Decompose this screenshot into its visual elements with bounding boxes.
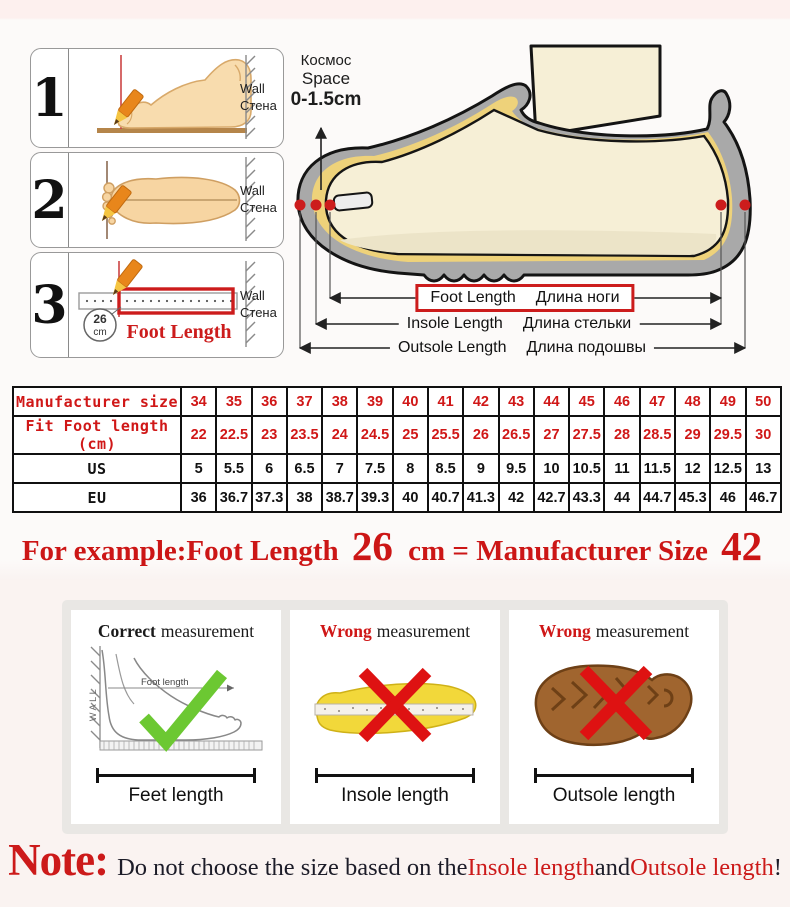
size-cell: 36: [252, 387, 287, 416]
size-cell: 23: [252, 416, 287, 454]
size-cell: 29: [675, 416, 710, 454]
leg-shape: [531, 46, 660, 136]
size-cell: 46: [604, 387, 639, 416]
example-line: [0, 522, 790, 570]
size-cell: 5.5: [216, 454, 251, 483]
size-cell: 42: [499, 483, 534, 512]
size-cell: 5: [181, 454, 216, 483]
row-label: US: [13, 454, 181, 483]
wrong-outsole-panel: [509, 610, 719, 824]
note-insole-highlight: Insole length: [467, 854, 595, 881]
size-cell: 24: [322, 416, 357, 454]
size-cell: 40.7: [428, 483, 463, 512]
size-cell: 10.5: [569, 454, 604, 483]
size-cell: 12.5: [710, 454, 745, 483]
size-cell: 26: [463, 416, 498, 454]
example-size-value: 42: [721, 523, 763, 569]
wall-text: WALL: [88, 686, 98, 722]
size-cell: 46: [710, 483, 745, 512]
size-cell: 29.5: [710, 416, 745, 454]
size-cell: 35: [216, 387, 251, 416]
size-cell: 34: [181, 387, 216, 416]
wall-label: Wall Стена: [240, 81, 277, 113]
size-cell: 24.5: [357, 416, 392, 454]
size-cell: 8.5: [428, 454, 463, 483]
size-table-body: [13, 387, 781, 512]
step-number: 2: [31, 153, 69, 247]
size-cell: 49: [710, 387, 745, 416]
size-cell: 10: [534, 454, 569, 483]
step-number: 3: [31, 253, 69, 357]
size-cell: 41: [428, 387, 463, 416]
size-cell: 39: [357, 387, 392, 416]
size-cell: 43: [499, 387, 534, 416]
size-cell: 6: [252, 454, 287, 483]
size-cell: 37.3: [252, 483, 287, 512]
size-cell: 45.3: [675, 483, 710, 512]
size-cell: 12: [675, 454, 710, 483]
size-cell: 30: [746, 416, 782, 454]
measure-step-2: [30, 152, 284, 248]
table-row: [13, 454, 781, 483]
wrong-insole-panel: [290, 610, 500, 824]
size-cell: 44.7: [640, 483, 675, 512]
size-cell: 11: [604, 454, 639, 483]
size-table: [12, 386, 782, 513]
panel-title: Correct measurement: [97, 621, 255, 641]
size-cell: 40: [393, 483, 428, 512]
space-label: Космос Space 0-1.5cm: [290, 52, 362, 110]
size-cell: 13: [746, 454, 782, 483]
wall-label: Wall Стена: [240, 183, 277, 215]
measure-step-1: [30, 48, 284, 148]
size-cell: 23.5: [287, 416, 322, 454]
size-cell: 9.5: [499, 454, 534, 483]
size-cell: 42.7: [534, 483, 569, 512]
size-cell: 46.7: [746, 483, 782, 512]
size-cell: 7: [322, 454, 357, 483]
size-cell: 28: [604, 416, 639, 454]
panel-title: Wrong measurement: [538, 621, 690, 641]
size-cell: 8: [393, 454, 428, 483]
length-bracket: [315, 768, 475, 783]
size-cell: 22.5: [216, 416, 251, 454]
length-bracket: [534, 768, 694, 783]
size-cell: 37: [287, 387, 322, 416]
size-cell: 36.7: [216, 483, 251, 512]
size-cell: 6.5: [287, 454, 322, 483]
panel-caption: Outsole length: [552, 785, 676, 806]
row-label: Manufacturer size: [13, 387, 181, 416]
size-cell: 27: [534, 416, 569, 454]
shoe-cross-section-diagram: [288, 42, 790, 372]
table-row: [13, 416, 781, 454]
size-cell: 25: [393, 416, 428, 454]
size-cell: 50: [746, 387, 782, 416]
size-cell: 38.7: [322, 483, 357, 512]
example-foot-length-value: 26: [351, 523, 393, 569]
example-prefix: For example:Foot Length: [21, 535, 339, 567]
note-line: Note: Do not choose the size based on the Insole length and Outsole length !: [8, 835, 782, 885]
table-row: [13, 483, 781, 512]
insole-icon: [305, 644, 485, 766]
size-cell: 11.5: [640, 454, 675, 483]
size-cell: 45: [569, 387, 604, 416]
circle-unit: cm: [93, 327, 107, 338]
outsole-length-measure-label: Outsole Length Длина подошвы: [390, 338, 654, 358]
size-cell: 44: [534, 387, 569, 416]
size-cell: 47: [640, 387, 675, 416]
circle-value: 26: [93, 312, 107, 326]
size-cell: 36: [181, 483, 216, 512]
size-cell: 26.5: [499, 416, 534, 454]
foot-length-small-label: Foot length: [141, 677, 189, 688]
panel-caption: Insole length: [341, 785, 449, 806]
size-cell: 9: [463, 454, 498, 483]
length-bracket: [96, 768, 256, 783]
step-number: 1: [31, 49, 69, 147]
note-outsole-highlight: Outsole length: [630, 854, 774, 881]
size-cell: 38: [287, 483, 322, 512]
size-cell: 38: [322, 387, 357, 416]
size-cell: 22: [181, 416, 216, 454]
note-heading: Note:: [8, 835, 109, 885]
table-row: [13, 387, 781, 416]
wall-label: Wall Стена: [240, 288, 277, 320]
size-cell: 40: [393, 387, 428, 416]
correct-measurement-panel: [71, 610, 281, 824]
foot-length-label: Foot Length: [126, 321, 232, 343]
toenail-shape: [333, 192, 372, 211]
size-cell: 43.3: [569, 483, 604, 512]
row-label: Fit Foot length (cm): [13, 416, 181, 454]
size-cell: 7.5: [357, 454, 392, 483]
size-cell: 39.3: [357, 483, 392, 512]
panel-title: Wrong measurement: [319, 621, 471, 641]
size-cell: 48: [675, 387, 710, 416]
example-mid: cm = Manufacturer Size: [408, 535, 708, 567]
panel-caption: Feet length: [128, 785, 224, 806]
size-cell: 44: [604, 483, 639, 512]
measure-step-3: [30, 252, 284, 358]
size-cell: 42: [463, 387, 498, 416]
size-cell: 27.5: [569, 416, 604, 454]
foot-length-measure-label: Foot Length Длина ноги: [415, 284, 634, 312]
row-label: EU: [13, 483, 181, 512]
insole-length-measure-label: Insole Length Длина стельки: [399, 314, 640, 334]
measurement-comparison-box: [62, 600, 728, 834]
correct-foot-sketch-icon: [86, 644, 266, 766]
size-cell: 41.3: [463, 483, 498, 512]
outsole-icon: [524, 644, 704, 766]
size-cell: 28.5: [640, 416, 675, 454]
size-cell: 25.5: [428, 416, 463, 454]
